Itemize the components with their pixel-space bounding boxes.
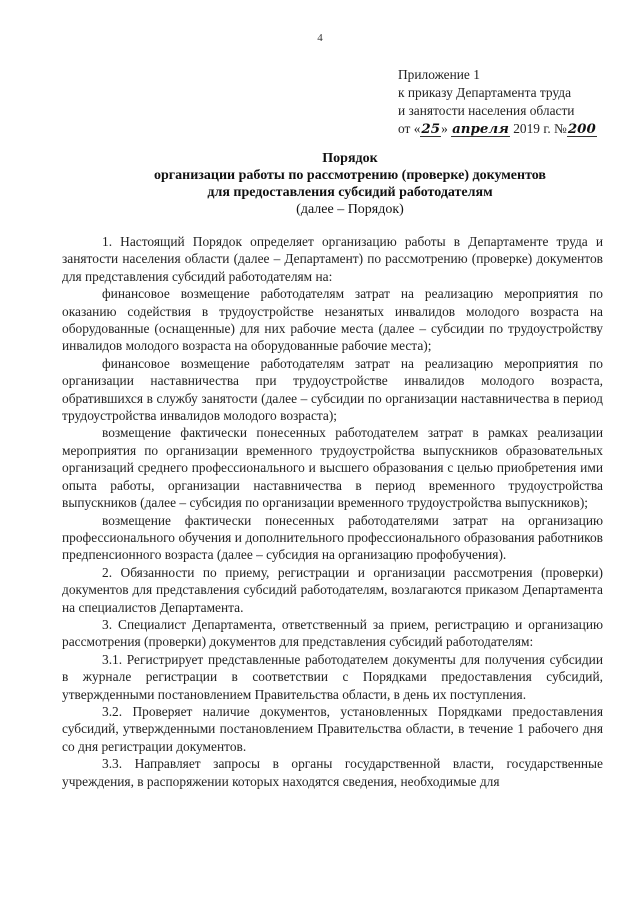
paragraph: возмещение фактически понесенных работодателями затрат на организацию профессионального обучения и дополнительного профессионального образования работников предпенсионного возраста (далее – субсидия на организацию профобучения). [62, 512, 603, 563]
title-line-2: организации работы по рассмотрению (проверке) документов [154, 168, 546, 183]
paragraph: 3.3. Направляет запросы в органы государственной власти, государственные учреждения, в распоряжении которых находятся сведения, необходимые для [62, 756, 603, 789]
paragraph: 1. Настоящий Порядок определяет организацию работы в Департаменте труда и занятости населения области (далее – Департамент) по рассмотрению (проверке) документов для представления субсидий работодателям на: [62, 234, 603, 284]
paragraph: 2. Обязанности по приему, регистрации и организации рассмотрения (проверки) документов для представления субсидий работодателям, возлагаются приказом Департамента на специалистов Департамента. [62, 564, 603, 615]
title-line-3: для предоставления субсидий работодателям [207, 185, 493, 200]
title-line-4: (далее – Порядок) [296, 202, 404, 217]
paragraph: возмещение фактически понесенных работодателем затрат в рамках реализации мероприятия по организации временного трудоустройства выпускников образовательных организаций среднего профессионального и высшего образования с целью приобретения ими опыта работы, организации наставничества в период временного трудоустройства выпускников (далее – субсидия по организации временного трудоустройства выпускников); [62, 425, 603, 511]
date-prefix: от « [398, 121, 421, 136]
paragraph: 3.1. Регистрирует представленные работодателем документы для получения субсидии в журнале регистрации в соответствии с Порядками предоставления субсидий, утвержденными постановлением Правительства области, в день их поступления. [62, 651, 603, 702]
order-date-line [398, 120, 597, 138]
year-text: 2019 г. № [509, 121, 567, 136]
document-body [62, 233, 603, 790]
handwritten-day: 25 [421, 121, 441, 137]
appendix-line-3: и занятости населения области [398, 103, 575, 118]
document-title [60, 150, 640, 218]
handwritten-month: апреля [452, 121, 509, 137]
paragraph: 3.2. Проверяет наличие документов, установленных Порядками предоставления субсидий, утвержденными постановлением Правительства области, в течение 1 рабочего дня со дня регистрации документов. [62, 703, 603, 754]
title-line-1: Порядок [322, 151, 378, 166]
appendix-line-2: к приказу Департамента труда [398, 85, 572, 100]
paragraph: финансовое возмещение работодателям затрат на реализацию мероприятия по оказанию содействия в трудоустройстве незанятых инвалидов молодого возраста на оборудованные (оснащенные) для них рабочие места (далее – субсидии по трудоустройству инвалидов молодого возраста на оборудованные рабочие места); [62, 286, 603, 354]
appendix-line-1: Приложение 1 [398, 67, 480, 82]
page-number: 4 [317, 32, 323, 44]
handwritten-number: 200 [567, 121, 596, 137]
date-mid: » [441, 121, 452, 136]
paragraph: финансовое возмещение работодателям затрат на реализацию мероприятия по организации наставничества при трудоустройстве инвалидов молодого возраста, обратившихся в службу занятости (далее – субсидии по организации наставничества в период трудоустройства инвалидов молодого возраста); [62, 355, 603, 424]
appendix-block [398, 66, 597, 138]
paragraph: 3. Специалист Департамента, ответственный за прием, регистрацию и организацию рассмотрения (проверки) документов для представления субсидий работодателям: [62, 616, 603, 650]
